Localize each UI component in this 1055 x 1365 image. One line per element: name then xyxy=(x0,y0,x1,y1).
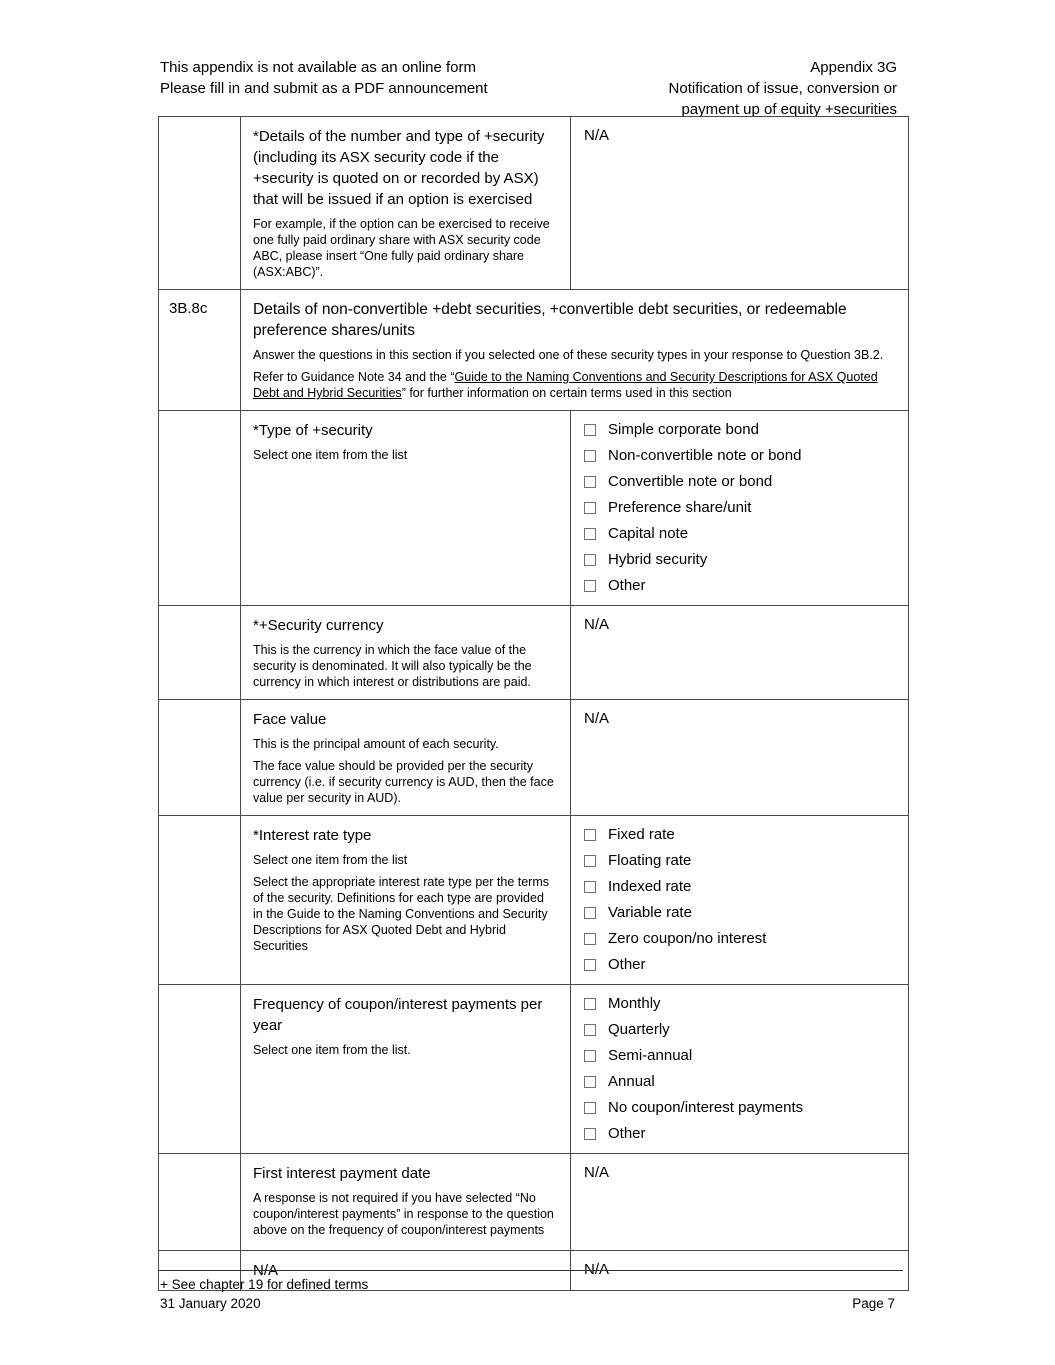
row-code-cell xyxy=(159,1154,241,1250)
footer-defined-terms: + See chapter 19 for defined terms xyxy=(160,1277,369,1292)
answer-value: N/A xyxy=(584,1164,610,1181)
row-code-cell xyxy=(159,117,241,289)
row-option-details xyxy=(159,117,908,290)
checkbox-label: Other xyxy=(608,1125,646,1142)
checkbox-option xyxy=(584,498,896,518)
answer-cell xyxy=(571,1154,908,1250)
footer-date: 31 January 2020 xyxy=(160,1296,261,1311)
header-right xyxy=(669,57,897,120)
checkbox-label: No coupon/interest payments xyxy=(608,1099,804,1116)
checkbox-option xyxy=(584,877,896,897)
checkbox-option xyxy=(584,1020,896,1040)
row-coupon-frequency xyxy=(159,985,908,1154)
checkbox-icon[interactable] xyxy=(584,1024,596,1036)
checkbox-option xyxy=(584,1072,896,1092)
checkbox-label: Floating rate xyxy=(608,852,692,869)
checkbox-icon[interactable] xyxy=(584,424,596,436)
question-text: *Details of the number and type of +security (including its ASX security code if the +security is quoted on or recorded by ASX) that will be issued if an option is exercised xyxy=(253,128,545,208)
header-left-line1: This appendix is not available as an online form xyxy=(160,59,477,76)
checkbox-option xyxy=(584,994,896,1014)
question-text: *Interest rate type xyxy=(253,827,372,844)
checkbox-label: Convertible note or bond xyxy=(608,473,773,490)
na-label: N/A xyxy=(253,1262,279,1279)
question-note: Select the appropriate interest rate type per the terms of the security. Definitions for each type are provided in the Guide to the Naming Conventions and Security Descriptions for ASX Quoted Debt and Hybrid Securities xyxy=(253,875,549,953)
guide-link[interactable]: Guide to the Naming Conventions and Security Descriptions for ASX Quoted Debt and Hybrid Securities xyxy=(253,370,878,400)
checkbox-label: Other xyxy=(608,577,646,594)
checkbox-label: Capital note xyxy=(608,525,689,542)
checkbox-option xyxy=(584,1046,896,1066)
checkbox-icon[interactable] xyxy=(584,554,596,566)
question-cell xyxy=(241,816,571,984)
checkbox-label: Indexed rate xyxy=(608,878,692,895)
row-code-cell xyxy=(159,411,241,605)
checkbox-label: Simple corporate bond xyxy=(608,421,759,438)
checkbox-label: Monthly xyxy=(608,995,661,1012)
answer-cell xyxy=(571,700,908,815)
question-note: Select one item from the list xyxy=(253,853,408,867)
checkbox-option xyxy=(584,550,896,570)
page-number: Page 7 xyxy=(852,1296,895,1311)
checkbox-icon[interactable] xyxy=(584,881,596,893)
question-note: This is the principal amount of each security. xyxy=(253,737,499,751)
answer-cell xyxy=(571,117,908,289)
checkbox-icon[interactable] xyxy=(584,476,596,488)
checkbox-label: Zero coupon/no interest xyxy=(608,930,767,947)
checkbox-option xyxy=(584,524,896,544)
row-code-cell xyxy=(159,700,241,815)
checkbox-option xyxy=(584,903,896,923)
checkbox-icon[interactable] xyxy=(584,1050,596,1062)
question-cell xyxy=(241,117,571,289)
question-note: Select one item from the list xyxy=(253,448,408,462)
checkbox-option xyxy=(584,446,896,466)
row-code-cell xyxy=(159,816,241,984)
appendix-title: Appendix 3G xyxy=(810,59,897,76)
checkbox-label: Hybrid security xyxy=(608,551,708,568)
checkbox-icon[interactable] xyxy=(584,1076,596,1088)
row-interest-rate-type xyxy=(159,816,908,985)
options-cell xyxy=(571,411,908,605)
section-heading-cell xyxy=(241,290,908,410)
question-text: *Type of +security xyxy=(253,422,373,439)
checkbox-option xyxy=(584,472,896,492)
appendix-subtitle-line1: Notification of issue, conversion or xyxy=(668,80,897,97)
question-note: Select one item from the list. xyxy=(253,1043,411,1057)
checkbox-option xyxy=(584,851,896,871)
options-cell xyxy=(571,816,908,984)
question-cell xyxy=(241,1154,571,1250)
checkbox-label: Non-convertible note or bond xyxy=(608,447,802,464)
question-cell xyxy=(241,700,571,815)
answer-value: N/A xyxy=(584,1261,610,1278)
form-table xyxy=(158,116,909,1291)
section-para1: Answer the questions in this section if you selected one of these security types in your response to Question 3B.2. xyxy=(253,348,884,362)
checkbox-label: Fixed rate xyxy=(608,826,675,843)
row-code-cell xyxy=(159,606,241,699)
checkbox-option xyxy=(584,1098,896,1118)
question-text: Frequency of coupon/interest payments per year xyxy=(253,996,543,1034)
question-text: *+Security currency xyxy=(253,617,384,634)
row-face-value xyxy=(159,700,908,816)
section-code: 3B.8c xyxy=(159,290,241,410)
row-code-cell xyxy=(159,985,241,1153)
checkbox-icon[interactable] xyxy=(584,502,596,514)
checkbox-icon[interactable] xyxy=(584,907,596,919)
checkbox-label: Variable rate xyxy=(608,904,692,921)
row-first-interest-payment-date xyxy=(159,1154,908,1251)
checkbox-icon[interactable] xyxy=(584,829,596,841)
answer-value: N/A xyxy=(584,616,610,633)
checkbox-icon[interactable] xyxy=(584,1128,596,1140)
section-para2: Refer to Guidance Note 34 and the “Guide to the Naming Conventions and Security Descriptions for ASX Quoted Debt and Hybrid Securities” for further information on certain terms used in this section xyxy=(253,370,878,400)
checkbox-option xyxy=(584,420,896,440)
question-note: For example, if the option can be exercised to receive one fully paid ordinary share with ASX security code ABC, please insert “One fully paid ordinary share (ASX:ABC)”. xyxy=(253,217,550,279)
checkbox-icon[interactable] xyxy=(584,580,596,592)
answer-cell xyxy=(571,606,908,699)
question-text: Face value xyxy=(253,711,327,728)
checkbox-option xyxy=(584,1124,896,1144)
checkbox-icon[interactable] xyxy=(584,855,596,867)
header-left-line2: Please fill in and submit as a PDF announcement xyxy=(160,80,488,97)
row-security-type xyxy=(159,411,908,606)
checkbox-icon[interactable] xyxy=(584,933,596,945)
checkbox-icon[interactable] xyxy=(584,959,596,971)
footer-divider xyxy=(158,1270,903,1271)
options-cell xyxy=(571,985,908,1153)
checkbox-icon[interactable] xyxy=(584,998,596,1010)
checkbox-label: Quarterly xyxy=(608,1021,670,1038)
row-section-3b8c xyxy=(159,290,908,411)
question-note: This is the currency in which the face value of the security is denominated. It will also typically be the currency in which interest or distributions are paid. xyxy=(253,643,532,689)
question-cell xyxy=(241,985,571,1153)
checkbox-label: Other xyxy=(608,956,646,973)
question-cell xyxy=(241,606,571,699)
checkbox-option xyxy=(584,825,896,845)
checkbox-icon[interactable] xyxy=(584,1102,596,1114)
answer-value: N/A xyxy=(584,710,610,727)
question-note: A response is not required if you have selected “No coupon/interest payments” in response to the question above on the frequency of coupon/interest payments xyxy=(253,1191,554,1237)
checkbox-label: Annual xyxy=(608,1073,655,1090)
checkbox-icon[interactable] xyxy=(584,450,596,462)
checkbox-option xyxy=(584,576,896,596)
checkbox-icon[interactable] xyxy=(584,528,596,540)
appendix-subtitle-line2: payment up of equity +securities xyxy=(681,101,897,118)
question-cell xyxy=(241,411,571,605)
header-left xyxy=(160,57,488,99)
answer-value: N/A xyxy=(584,127,610,144)
checkbox-option xyxy=(584,929,896,949)
checkbox-option xyxy=(584,955,896,975)
row-security-currency xyxy=(159,606,908,700)
checkbox-label: Preference share/unit xyxy=(608,499,752,516)
question-note: The face value should be provided per the security currency (i.e. if security currency is AUD, then the face value per security in AUD). xyxy=(253,759,554,805)
section-title: Details of non-convertible +debt securities, +convertible debt securities, or redeemable preference shares/units xyxy=(253,301,847,339)
question-text: First interest payment date xyxy=(253,1165,431,1182)
checkbox-label: Semi-annual xyxy=(608,1047,693,1064)
